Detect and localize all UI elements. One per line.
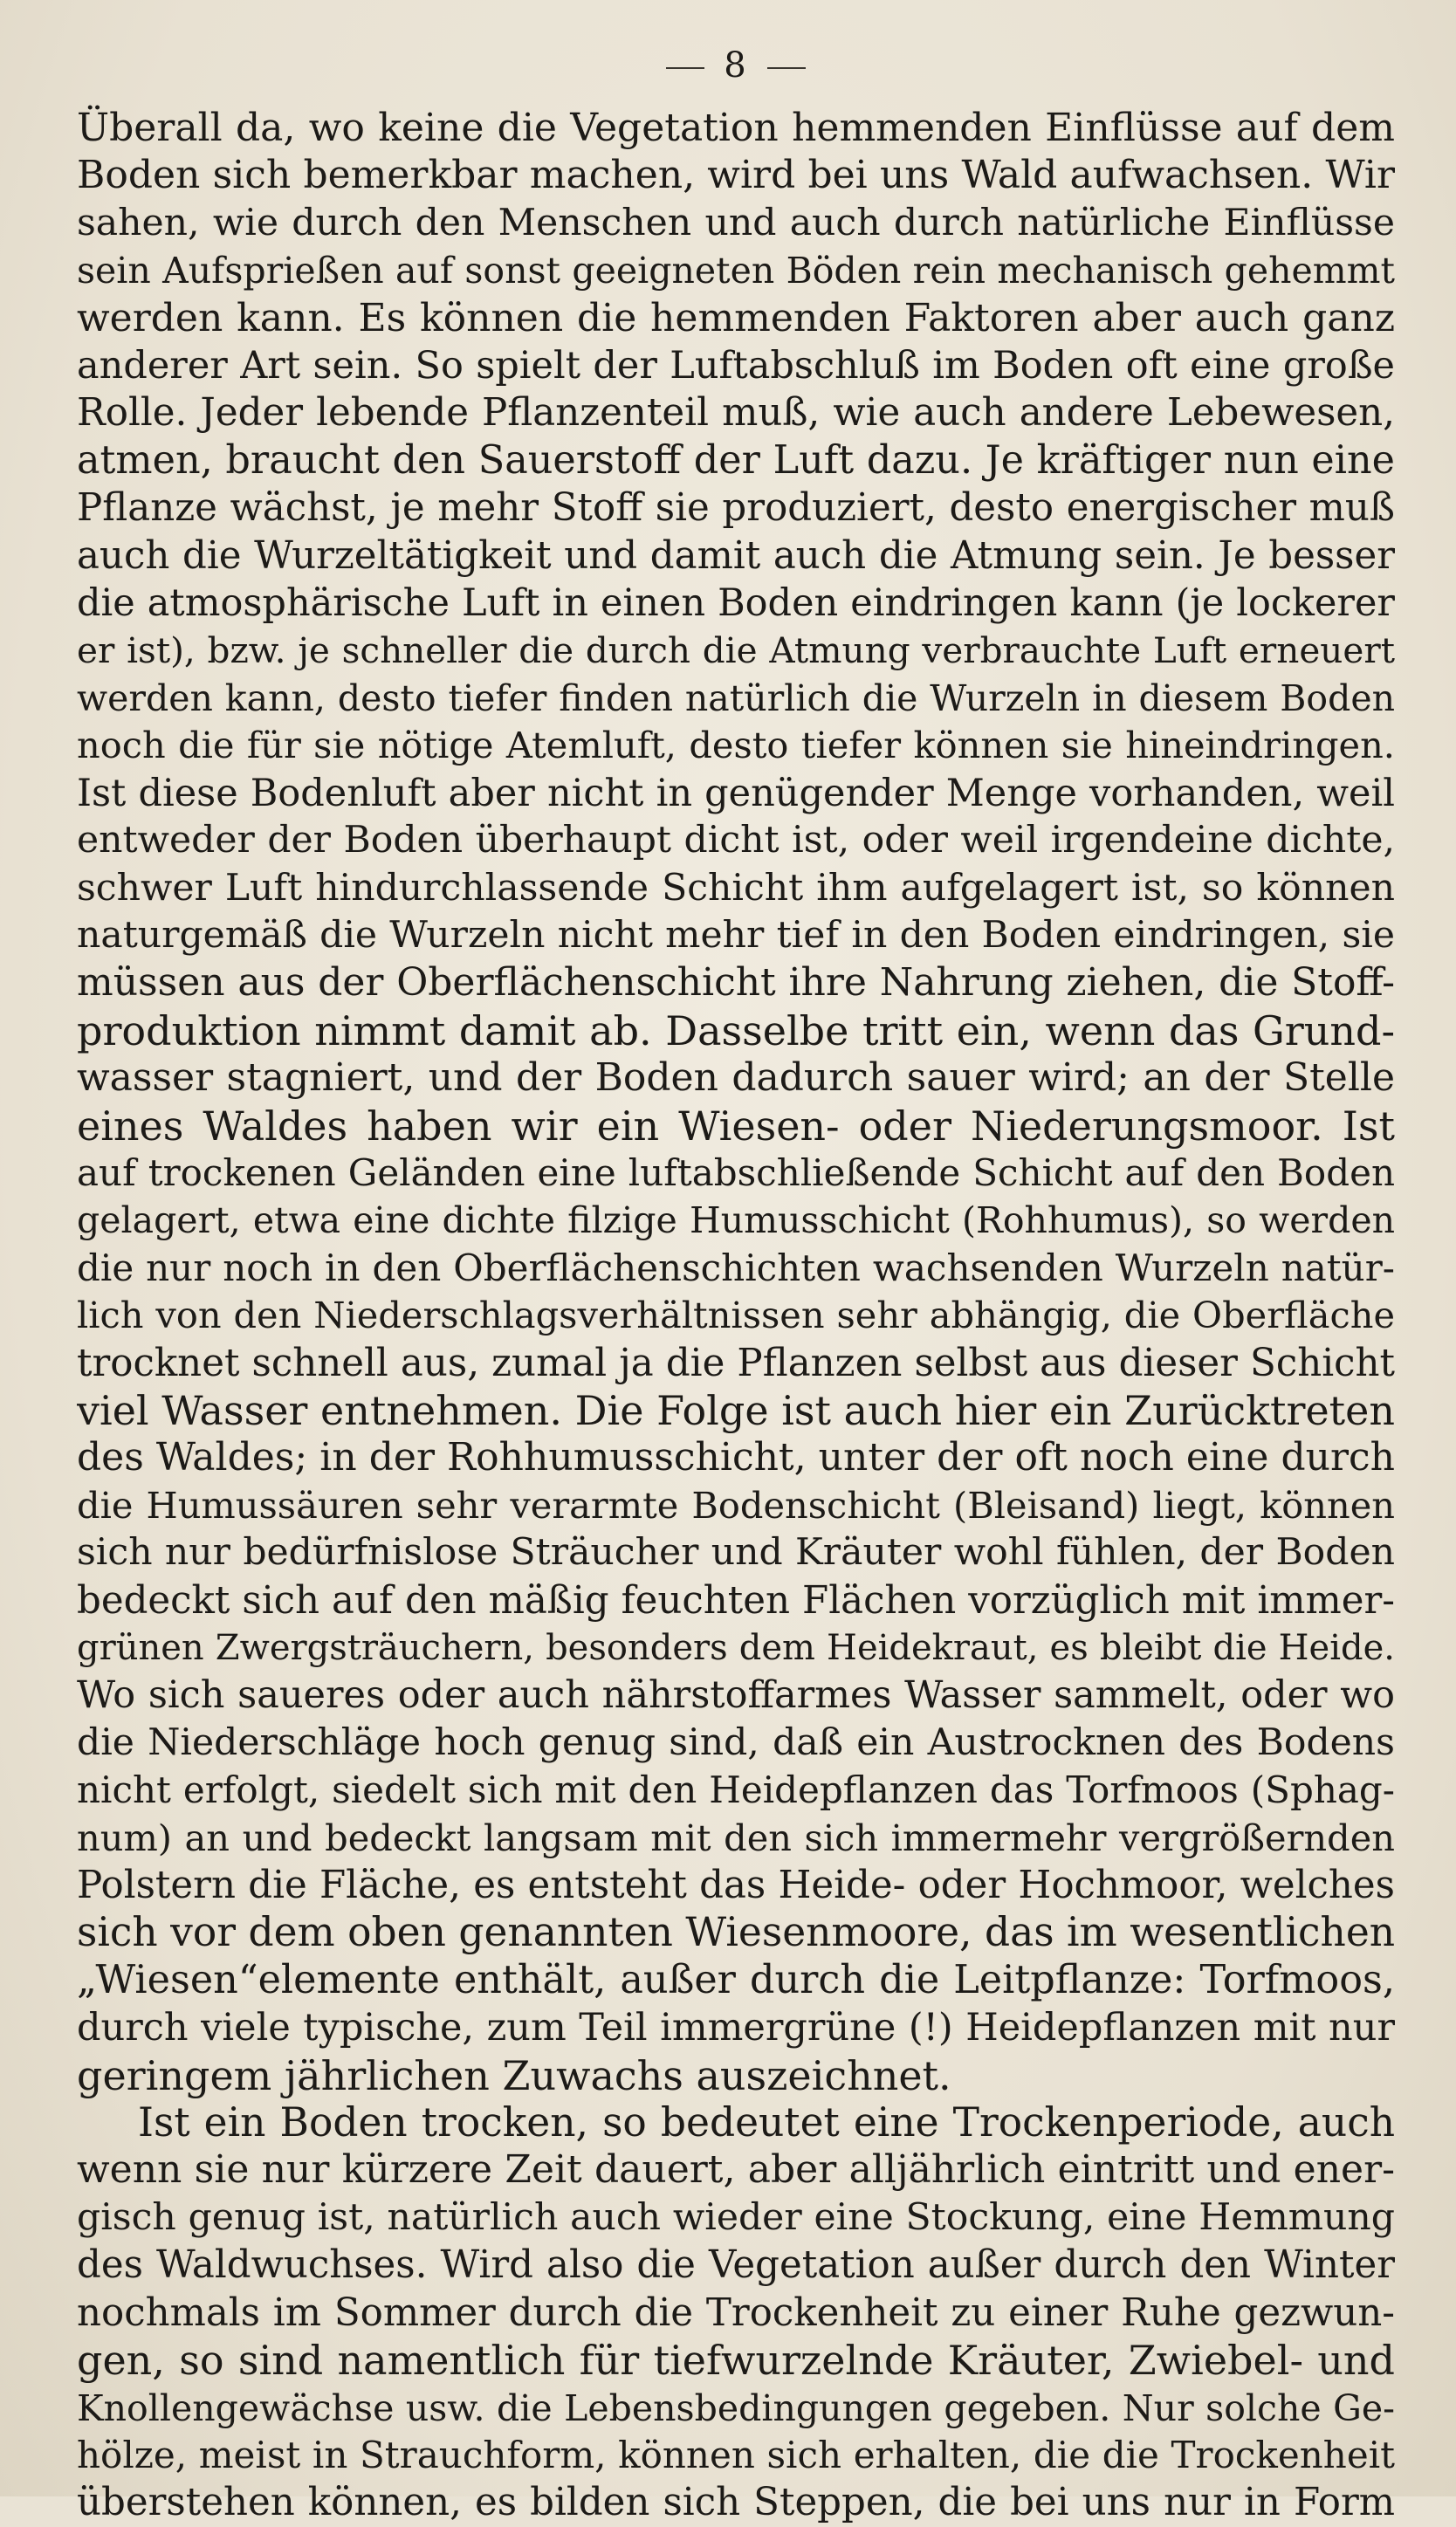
text-line: entweder der Boden überhaupt dicht ist, oder weil irgendeine dichte, bbox=[77, 819, 1395, 862]
text-line: lich von den Niederschlagsverhältnissen sehr abhängig, die Oberfläche bbox=[77, 1294, 1395, 1337]
text-line: „Wiesen“elemente enthält, außer durch die Leitpflanze: Torfmoos, bbox=[77, 1957, 1395, 2002]
text-line: sich nur bedürfnislose Sträucher und Kräuter wohl fühlen, der Boden bbox=[77, 1531, 1395, 1575]
body-text bbox=[77, 105, 1395, 2527]
text-line: atmen, braucht den Sauerstoff der Luft dazu. Je kräftiger nun eine bbox=[77, 437, 1395, 483]
text-line: Ist ein Boden trocken, so bedeutet eine Trockenperiode, auch bbox=[138, 2099, 1395, 2146]
text-line: sahen, wie durch den Menschen und auch durch natürliche Einflüsse bbox=[77, 201, 1395, 244]
text-line: des Waldwuchses. Wird also die Vegetation außer durch den Winter bbox=[77, 2243, 1395, 2288]
text-line: naturgemäß die Wurzeln nicht mehr tief in den Boden eindringen, sie bbox=[77, 913, 1395, 957]
text-line: überstehen können, es bilden sich Steppen, die bei uns nur in Form bbox=[77, 2481, 1395, 2525]
paragraph bbox=[77, 105, 1395, 2099]
text-line: nochmals im Sommer durch die Trockenheit zu einer Ruhe gezwun- bbox=[77, 2290, 1395, 2335]
text-line: Pflanze wächst, je mehr Stoff sie produziert, desto energischer muß bbox=[77, 486, 1395, 531]
page-number-header bbox=[77, 35, 1395, 96]
text-line: auf trockenen Geländen eine luftabschließende Schicht auf den Boden bbox=[77, 1150, 1395, 1194]
text-line: des Waldes; in der Rohhumusschicht, unter der oft noch eine durch bbox=[77, 1435, 1395, 1480]
text-line: nicht erfolgt, siedelt sich mit den Heidepflanzen das Torfmoos (Sphag- bbox=[77, 1768, 1395, 1812]
text-line: gelagert, etwa eine dichte filzige Humusschicht (Rohhumus), so werden bbox=[77, 1199, 1395, 1242]
text-line: Ist diese Bodenluft aber nicht in genügender Menge vorhanden, weil bbox=[77, 771, 1395, 815]
text-line: Wo sich saueres oder auch nährstoffarmes Wasser sammelt, oder wo bbox=[77, 1673, 1395, 1718]
text-line: müssen aus der Oberflächenschicht ihre Nahrung ziehen, die Stoff- bbox=[77, 960, 1395, 1006]
text-line: Knollengewächse usw. die Lebensbedingungen gegeben. Nur solche Ge- bbox=[77, 2386, 1395, 2429]
text-line: trocknet schnell aus, zumal ja die Pflanzen selbst aus dieser Schicht bbox=[77, 1341, 1395, 1385]
text-line: bedeckt sich auf den mäßig feuchten Flächen vorzüglich mit immer- bbox=[77, 1578, 1395, 1623]
text-line: noch die für sie nötige Atemluft, desto tiefer können sie hineindringen. bbox=[77, 724, 1395, 767]
text-line: geringem jährlichen Zuwachs auszeichnet. bbox=[77, 2051, 951, 2099]
text-line: gisch genug ist, natürlich auch wieder eine Stockung, eine Hemmung bbox=[77, 2195, 1395, 2239]
text-line: num) an und bedeckt langsam mit den sich immermehr vergrößernden bbox=[77, 1816, 1395, 1859]
text-line: werden kann. Es können die hemmenden Faktoren aber auch ganz bbox=[77, 295, 1395, 340]
text-line: viel Wasser entnehmen. Die Folge ist auch hier ein Zurücktreten bbox=[77, 1386, 1395, 1434]
text-line: hölze, meist in Strauchform, können sich erhalten, die die Trockenheit bbox=[77, 2433, 1395, 2476]
text-line: Überall da, wo keine die Vegetation hemmenden Einflüsse auf dem bbox=[77, 106, 1395, 150]
text-line: eines Waldes haben wir ein Wiesen- oder Niederungsmoor. Ist bbox=[77, 1102, 1395, 1150]
text-line: werden kann, desto tiefer finden natürlich die Wurzeln in diesem Boden bbox=[77, 676, 1395, 719]
text-line: die Niederschläge hoch genug sind, daß ein Austrocknen des Bodens bbox=[77, 1720, 1395, 1764]
text-line: gen, so sind namentlich für tiefwurzelnde Kräuter, Zwiebel- und bbox=[77, 2337, 1395, 2385]
text-line: Rolle. Jeder lebende Pflanzenteil muß, wie auch andere Lebewesen, bbox=[77, 391, 1395, 436]
header-dash-left bbox=[666, 67, 704, 69]
text-line: schwer Luft hindurchlassende Schicht ihm aufgelagert ist, so können bbox=[77, 866, 1395, 910]
text-line: produktion nimmt damit ab. Dasselbe tritt ein, wenn das Grund- bbox=[77, 1006, 1395, 1054]
text-line: auch die Wurzeltätigkeit und damit auch die Atmung sein. Je besser bbox=[77, 533, 1395, 578]
text-line: anderer Art sein. So spielt der Luftabschluß im Boden oft eine große bbox=[77, 344, 1395, 388]
text-line: durch viele typische, zum Teil immergrüne (!) Heidepflanzen mit nur bbox=[77, 2006, 1395, 2050]
text-line: Polstern die Fläche, es entsteht das Heide- oder Hochmoor, welches bbox=[77, 1864, 1395, 1908]
text-line: grünen Zwergsträuchern, besonders dem Heidekraut, es bleibt die Heide. bbox=[77, 1628, 1395, 1668]
text-line: wenn sie nur kürzere Zeit dauert, aber alljährlich eintritt und ener- bbox=[77, 2147, 1395, 2193]
text-line: sein Aufsprießen auf sonst geeigneten Böden rein mechanisch gehemmt bbox=[77, 250, 1395, 292]
page-number: 8 bbox=[724, 45, 748, 86]
text-line: sich vor dem oben genannten Wiesenmoore, das im wesentlichen bbox=[77, 1909, 1395, 1956]
header-dash-right bbox=[767, 67, 806, 69]
paragraph bbox=[77, 2099, 1395, 2527]
text-line: Boden sich bemerkbar machen, wird bei uns Wald aufwachsen. Wir bbox=[77, 153, 1395, 198]
text-line: er ist), bzw. je schneller die durch die Atmung verbrauchte Luft erneuert bbox=[77, 629, 1395, 672]
text-line: die nur noch in den Oberflächenschichten wachsenden Wurzeln natür- bbox=[77, 1246, 1395, 1289]
text-line: die Humussäuren sehr verarmte Bodenschicht (Bleisand) liegt, können bbox=[77, 1483, 1395, 1527]
text-line: die atmosphärische Luft in einen Boden eindringen kann (je lockerer bbox=[77, 581, 1395, 626]
text-line: wasser stagniert, und der Boden dadurch sauer wird; an der Stelle bbox=[77, 1055, 1395, 1101]
